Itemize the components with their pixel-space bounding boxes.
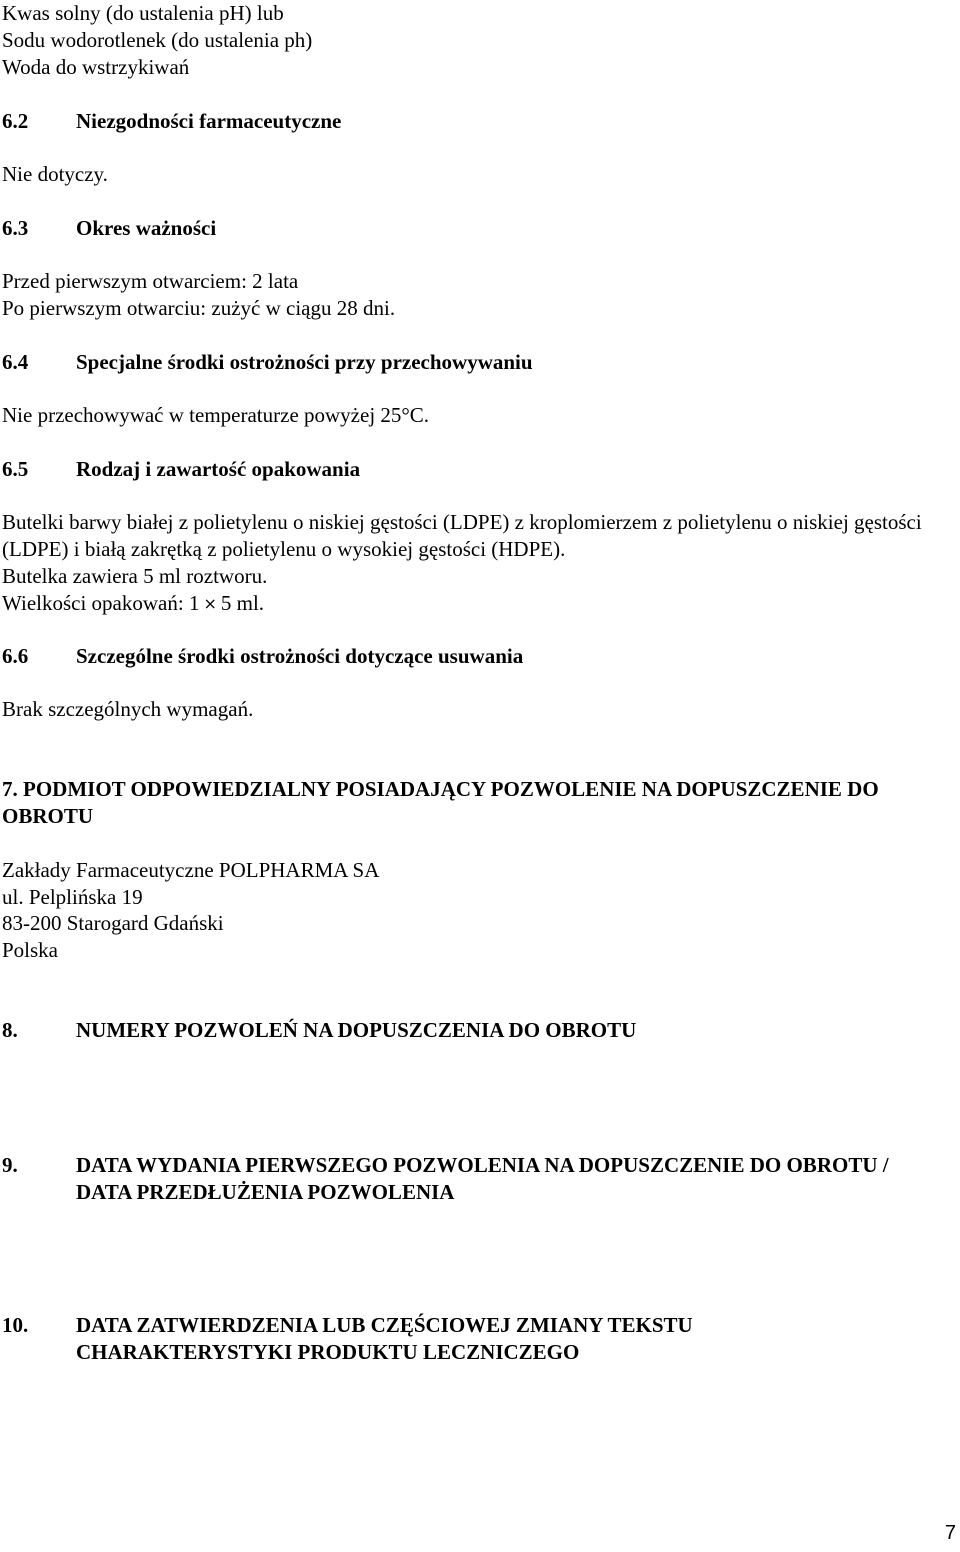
section-title: DATA ZATWIERDZENIA LUB CZĘŚCIOWEJ ZMIANY TEKSTU CHARAKTERYSTYKI PRODUKTU LECZNICZEGO (76, 1313, 693, 1364)
ingredient-line: Kwas solny (do ustalenia pH) lub (2, 1, 284, 25)
section-heading-6-5 (2, 456, 360, 483)
section-number: 8. (2, 1018, 18, 1042)
section-text: Przed pierwszym otwarciem: 2 lata (2, 269, 299, 293)
ingredient-line: Sodu wodorotlenek (do ustalenia ph) (2, 28, 313, 52)
section-heading-9 (2, 1152, 902, 1206)
package-sizes-suffix: 5 ml. (220, 591, 265, 615)
multiplication-sign: × (203, 594, 217, 613)
section-heading-8 (2, 1017, 636, 1044)
section-number: 6.3 (2, 216, 29, 240)
section-title: Specjalne środki ostrożności przy przechowywaniu (76, 350, 533, 374)
page-number: 7 (944, 1522, 956, 1544)
ingredient-line: Woda do wstrzykiwań (2, 55, 190, 79)
package-sizes (2, 590, 264, 617)
section-title: Szczególne środki ostrożności dotyczące usuwania (76, 644, 524, 668)
section-heading-7 (2, 776, 942, 830)
section-title: Okres ważności (76, 216, 217, 240)
section-title: Niezgodności farmaceutyczne (76, 109, 342, 133)
address-line: Zakłady Farmaceutyczne POLPHARMA SA (2, 858, 380, 882)
address-line: Polska (2, 938, 59, 962)
package-sizes-prefix: Wielkości opakowań: 1 (2, 591, 200, 615)
section-text: Nie przechowywać w temperaturze powyżej 25°C. (2, 403, 430, 427)
section-heading-6-2 (2, 108, 341, 135)
section-title: 7. PODMIOT ODPOWIEDZIALNY POSIADAJĄCY POZWOLENIE NA DOPUSZCZENIE DO OBROTU (2, 777, 879, 828)
section-paragraph: Butelki barwy białej z polietylenu o niskiej gęstości (LDPE) z kroplomierzem z polietylenu o niskiej gęstości (LDPE) i białą zakrętką z polietylenu o wysokiej gęstości (HDPE). (2, 510, 922, 561)
section-text: Brak szczególnych wymagań. (2, 697, 254, 721)
section-heading-6-6 (2, 643, 523, 670)
section-text: Nie dotyczy. (2, 162, 108, 186)
section-number: 9. (2, 1153, 18, 1177)
section-title: NUMERY POZWOLEŃ NA DOPUSZCZENIA DO OBROTU (76, 1018, 637, 1042)
section-title: DATA WYDANIA PIERWSZEGO POZWOLENIA NA DOPUSZCZENIE DO OBROTU / DATA PRZEDŁUŻENIA POZWOLENIA (76, 1153, 889, 1204)
section-number: 6.4 (2, 350, 29, 374)
address-line: 83-200 Starogard Gdański (2, 911, 224, 935)
section-heading-6-4 (2, 349, 533, 376)
section-number: 6.2 (2, 109, 29, 133)
section-heading-6-3 (2, 215, 216, 242)
section-text: Butelka zawiera 5 ml roztworu. (2, 564, 268, 588)
section-number: 6.6 (2, 644, 29, 668)
section-heading-10 (2, 1312, 862, 1366)
address-line: ul. Pelplińska 19 (2, 885, 143, 909)
section-number: 6.5 (2, 457, 29, 481)
section-text: Po pierwszym otwarciu: zużyć w ciągu 28 dni. (2, 296, 396, 320)
section-title: Rodzaj i zawartość opakowania (76, 457, 361, 481)
section-number: 10. (2, 1313, 29, 1337)
